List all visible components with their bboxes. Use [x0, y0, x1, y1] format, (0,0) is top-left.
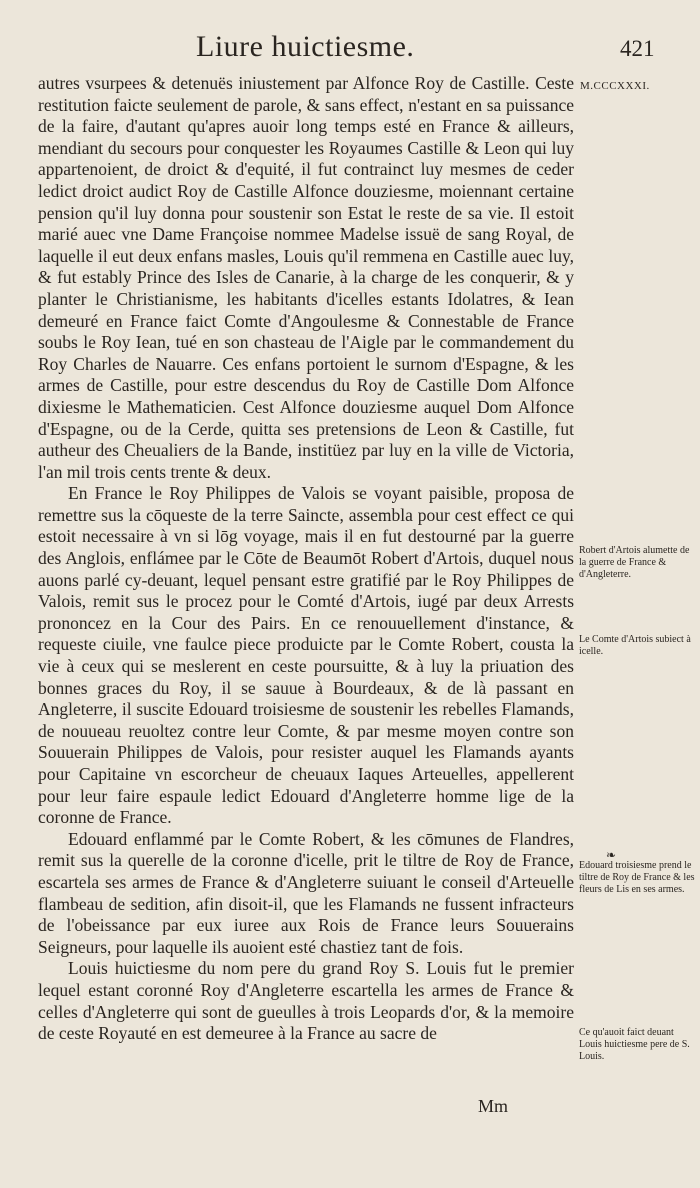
- margin-note: Ce qu'auoit faict deuant Louis huictiesme pere de S. Louis.: [579, 1027, 690, 1062]
- paragraph: Louis huictiesme du nom pere du grand Roy S. Louis fut le premier lequel estant coronné Roy d'Angleterre escartella les armes de France & celles d'Angleterre qui sont de gueulles à trois Leopards d'or, & la memoire de ceste Royauté en est demeuree à la France au sacre de: [38, 958, 574, 1044]
- paragraph: autres vsurpees & detenuës iniustement par Alfonce Roy de Castille. Ceste restitution faicte seulement de parole, & sans effect, n'estant en sa puissance de la faire, d'autant qu'apres auoir long temps esté en France & ailleurs, mendiant du secours pour conquester les Royaumes Castille & Leon qui luy appartenoient, de droict & d'equité, il fut contrainct luy mesmes de ceder ledict droict audict Roy de Castille Alfonce douziesme, moiennant certaine pension qu'il luy donna pour soustenir son Estat le reste de sa vie. Il estoit marié auec vne Dame Françoise nommee Madelse issuë de sang Royal, de laquelle il eut deux enfans masles, Louis qu'il remmena en Castille auec luy, & fut estably Prince des Isles de Canarie, à la charge de les conquerir, & y planter le Christianisme, les habitants d'icelles estants Idolatres, & Iean demeuré en France faict Comte d'Angoulesme & Connestable de France soubs le Roy Iean, tué en son chasteau de l'Aigle par le commandement du Roy Charles de Nauarre. Ces enfans portoient le surnom d'Espagne, & les armes de Castille, pour estre descendus du Roy de Castille Dom Alfonce dixiesme le Mathematicien. Cest Alfonce douziesme auquel Dom Alfonce d'Espagne, ou de la Cerde, quitta ses pretensions de Leon & Castille, fut autheur des Cheualiers de la Bande, institüez par luy en la ville de Victoria, l'an mil trois cents trente & deux.: [38, 73, 574, 482]
- margin-note: Robert d'Artois alumette de la guerre de France & d'Angleterre.: [579, 545, 690, 580]
- main-text: [38, 73, 574, 1045]
- margin-note: Le Comte d'Artois subiect à icelle.: [579, 634, 691, 657]
- page-number: 421: [620, 36, 655, 61]
- paragraph: Edouard enflammé par le Comte Robert, & les cōmunes de Flandres, remit sus la querelle de la coronne d'icelle, prit le tiltre de Roy de France, escartela ses armes de France & d'Angleterre suiuant le conseil d'Arteuelle flambeau de sedition, afin disoit-il, que les Flamands ne fussent infracteurs de l'obeissance par eux iuree aux Rois de France leurs Souuerains Seigneurs, pour laquelle ils auoient esté chastiez tant de fois.: [38, 828, 574, 957]
- paragraph: En France le Roy Philippes de Valois se voyant paisible, proposa de remettre sus la cōqueste de la terre Saincte, assembla pour cest effect ce qui estoit necessaire à vn si lōg voyage, mais il en fut destourné par la guerre des Anglois, enflámee par le Cōte de Beaumōt Robert d'Artois, duquel nous auons parlé cy-deuant, lequel pensant estre gratifié par le Roy Philippes de Valois, remit sus le procez pour le Comté d'Artois, iugé par deux Arrests prononcez en la Cour des Pairs. En ce renouuellement d'instance, & requeste ciuile, vne faulce piece produicte par le Comte Robert, cousta la vie à ceux qui se meslerent en ceste poursuitte, & à luy la priuation des bonnes graces du Roy, il se sauue à Bourdeaux, & de là passant en Angleterre, il suscite Edouard troisiesme de soustenir les rebelles Flamands, de nouueau reuoltez contre leur Comte, & par mesme moyen contre son Souuerain Philippes de Valois, pour resister auquel les Flamands ayants pour Capitaine vn escorcheur de cheuaux Iaques Arteuelles, appellerent pour leur faire espaule ledict Edouard d'Angleterre homme lige de la coronne de France.: [38, 483, 574, 828]
- running-head: Liure huictiesme.: [196, 30, 415, 63]
- fleuron-icon: ❧: [606, 848, 617, 862]
- catchword: Mm: [478, 1096, 509, 1116]
- margin-year: M.CCCXXXI.: [580, 80, 650, 92]
- margin-note: Edouard troisiesme prend le tiltre de Roy de France & les fleurs de Lis en ses armes.: [579, 860, 695, 895]
